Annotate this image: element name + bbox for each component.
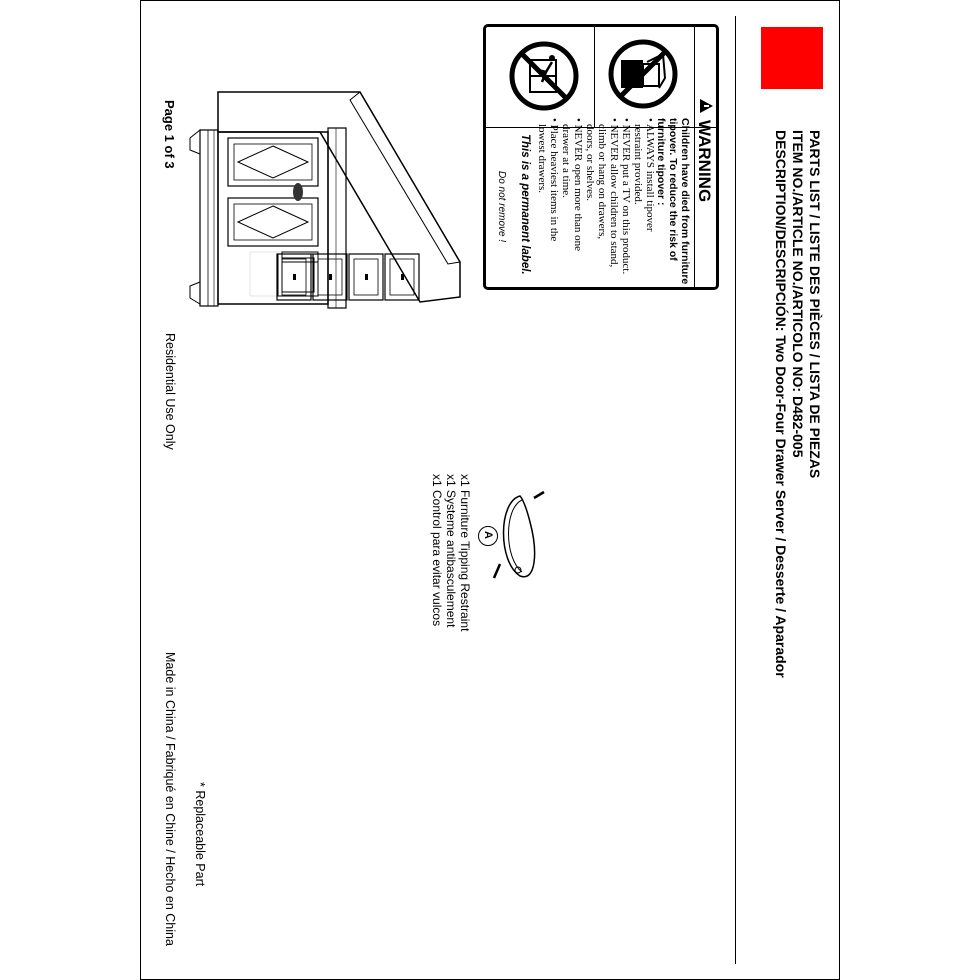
part-letter-badge — [478, 526, 498, 546]
part-letter: A — [482, 531, 494, 539]
residential-use-note: Residential Use Only — [163, 333, 177, 450]
warning-bullet-4a: • NEVER open more than one — [572, 118, 584, 252]
replaceable-part-note: * Replaceable Part — [193, 782, 207, 887]
warning-intro-1: Children have died from furniture — [679, 118, 691, 285]
made-in-note: Made in China / Fabriqué en Chine / Hecho en China — [163, 652, 177, 946]
warning-permanent-label: This is a permanent label. — [519, 134, 531, 275]
part-description-es: x1 Control para evitar vulcos — [430, 474, 444, 627]
warning-intro-3: furniture tipover : — [655, 118, 667, 206]
warning-bullet-3a: • NEVER allow children to stand, — [608, 118, 620, 268]
warning-bullet-1a: • ALWAYS install tipover — [644, 118, 656, 232]
warning-triangle-icon — [698, 98, 714, 114]
warning-bullet-5a: • Place heaviest items in the — [548, 118, 560, 242]
warning-do-not-remove: Do not remove ! — [496, 171, 507, 243]
warning-title: WARNING — [695, 120, 714, 203]
warning-bullet-2: • NEVER put a TV on this product. — [620, 118, 632, 275]
header-divider — [735, 16, 736, 964]
warning-bullet-4b: drawer at a time. — [560, 124, 572, 198]
warning-bullet-3b: climb or hang on drawers, — [596, 124, 608, 240]
tipping-restraint-illustration — [492, 492, 548, 582]
part-description-fr: x1 Systeme antibasculement — [444, 474, 458, 628]
no-climbing-icon — [508, 40, 580, 112]
warning-bullet-3c: doors, or shelves. — [584, 124, 596, 201]
server-drawers — [275, 252, 425, 304]
part-description-en: x1 Furniture Tipping Restraint — [458, 474, 472, 632]
header-title: PARTS LIST / LISTE DES PIÈCES / LISTA DE PIEZAS — [807, 130, 823, 479]
red-accent-square — [761, 27, 823, 89]
warning-intro-2: tipover. To reduce the risk of — [667, 118, 679, 261]
no-tv-on-furniture-icon — [607, 38, 679, 110]
warning-bullet-1b: restraint provided. — [632, 124, 644, 205]
warning-bullet-5b: lowest drawers. — [536, 124, 548, 194]
header-description: DESCRIPTION/DESCRIPCIÓN: Two Door-Four Drawer Server / Desserte / Aparador — [773, 130, 789, 678]
page-number: Page 1 of 3 — [162, 100, 177, 169]
header-item-number: ITEM NO./ARTICLE NO./ARTICOLO NO: D482-005 — [790, 130, 806, 458]
